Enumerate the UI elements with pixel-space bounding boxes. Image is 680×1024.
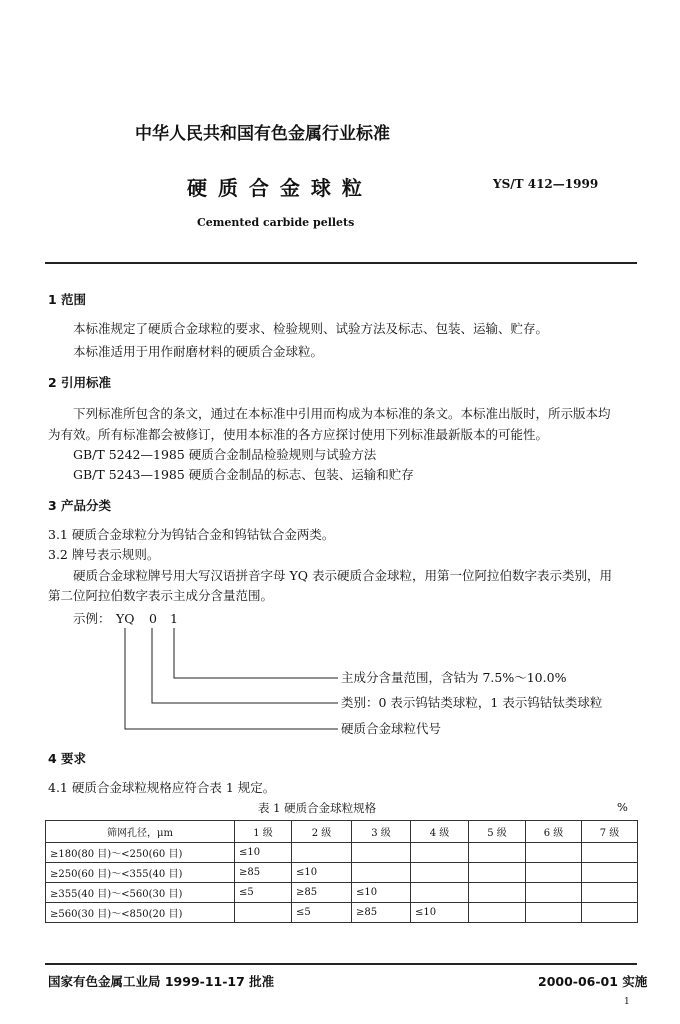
section-2-para-line-2: 为有效。所有标准都会被修订，使用本标准的各方应探讨使用下列标准最新版本的可能性。 [48, 427, 549, 442]
example-yq: YQ [116, 611, 135, 626]
doc-title-en: Cemented carbide pellets [197, 216, 355, 229]
table-cell: ≥560(30 目)～<850(20 目) [46, 903, 235, 923]
page-number: 1 [624, 997, 630, 1007]
clause-3-2: 3.2 牌号表示规则。 [48, 547, 160, 562]
column-header: 5 级 [469, 821, 526, 843]
reference-2: GB/T 5243—1985 硬质合金制品的标志、包装、运输和贮存 [73, 467, 414, 482]
section-1-para-2: 本标准适用于用作耐磨材料的硬质合金球粒。 [73, 344, 324, 359]
table-row [46, 883, 638, 903]
spec-table [45, 820, 638, 923]
footer-divider [45, 963, 637, 965]
section-4-heading: 4 要求 [48, 751, 87, 766]
example-label: 示例： [73, 611, 111, 626]
clause-4-1: 4.1 硬质合金球粒规格应符合表 1 规定。 [48, 780, 276, 795]
example-digit-content: 1 [170, 611, 178, 626]
table-cell: ≥85 [352, 903, 411, 923]
table-cell [526, 903, 582, 923]
approval-line: 国家有色金属工业局 1999-11-17 批准 [48, 974, 275, 989]
table-cell: ≤10 [411, 903, 469, 923]
table-row [46, 843, 638, 863]
section-2-heading: 2 引用标准 [48, 375, 112, 390]
table-row [46, 863, 638, 883]
table-cell: ≤5 [292, 903, 352, 923]
table-cell [526, 843, 582, 863]
table-cell [469, 863, 526, 883]
column-header: 2 级 [292, 821, 352, 843]
table-cell [352, 843, 411, 863]
table-header-row [46, 821, 638, 843]
table-unit: % [617, 800, 628, 814]
table-cell [469, 903, 526, 923]
column-header: 4 级 [411, 821, 469, 843]
annotation-product-code: 硬质合金球粒代号 [341, 721, 442, 736]
table-cell: ≥250(60 目)～<355(40 目) [46, 863, 235, 883]
table-caption: 表 1 硬质合金球粒规格 [258, 801, 377, 815]
section-3-heading: 3 产品分类 [48, 498, 112, 513]
table-row [46, 903, 638, 923]
table-cell [582, 883, 638, 903]
table-cell [411, 863, 469, 883]
section-1-heading: 1 范围 [48, 292, 87, 307]
table-cell [411, 843, 469, 863]
table-cell: ≥355(40 目)～<560(30 目) [46, 883, 235, 903]
table-cell [352, 863, 411, 883]
table-cell: ≥85 [292, 883, 352, 903]
column-header: 7 级 [582, 821, 638, 843]
column-header: 3 级 [352, 821, 411, 843]
reference-1: GB/T 5242—1985 硬质合金制品检验规则与试验方法 [73, 447, 377, 462]
annotation-category: 类别：0 表示钨钴类球粒，1 表示钨钴钛类球粒 [341, 695, 603, 710]
column-header: 1 级 [235, 821, 292, 843]
issuing-body: 中华人民共和国有色金属行业标准 [135, 124, 390, 144]
section-2-para-line-1: 下列标准所包含的条文，通过在本标准中引用而构成为本标准的条文。本标准出版时，所示版本均 [73, 406, 611, 421]
doc-title-zh: 硬 质 合 金 球 粒 [187, 176, 364, 200]
standard-code: YS/T 412—1999 [493, 177, 599, 191]
annotation-content-range: 主成分含量范围，含钴为 7.5%～10.0% [341, 670, 567, 685]
section-1-para-1: 本标准规定了硬质合金球粒的要求、检验规则、试验方法及标志、包装、运输、贮存。 [73, 321, 549, 336]
example-digit-category: 0 [149, 611, 157, 626]
clause-3-2-para-line-2: 第二位阿拉伯数字表示主成分含量范围。 [48, 588, 274, 603]
table-cell [292, 843, 352, 863]
table-cell [526, 883, 582, 903]
clause-3-1: 3.1 硬质合金球粒分为钨钴合金和钨钴钛合金两类。 [48, 527, 335, 542]
clause-3-2-para-line-1: 硬质合金球粒牌号用大写汉语拼音字母 YQ 表示硬质合金球粒，用第一位阿拉伯数字表示类别，用 [73, 568, 612, 583]
table-cell [235, 903, 292, 923]
column-header: 6 级 [526, 821, 582, 843]
implementation-line: 2000-06-01 实施 [538, 974, 648, 989]
table-cell [526, 863, 582, 883]
table-cell: ≥180(80 目)～<250(60 目) [46, 843, 235, 863]
table-cell: ≤5 [235, 883, 292, 903]
column-header: 筛网孔径，μm [46, 821, 235, 843]
table-cell: ≤10 [235, 843, 292, 863]
table-cell [582, 863, 638, 883]
table-cell: ≤10 [292, 863, 352, 883]
table-cell: ≤10 [352, 883, 411, 903]
table-cell [469, 883, 526, 903]
table-cell: ≥85 [235, 863, 292, 883]
table-cell [411, 883, 469, 903]
table-cell [469, 843, 526, 863]
table-cell [582, 843, 638, 863]
table-cell [582, 903, 638, 923]
